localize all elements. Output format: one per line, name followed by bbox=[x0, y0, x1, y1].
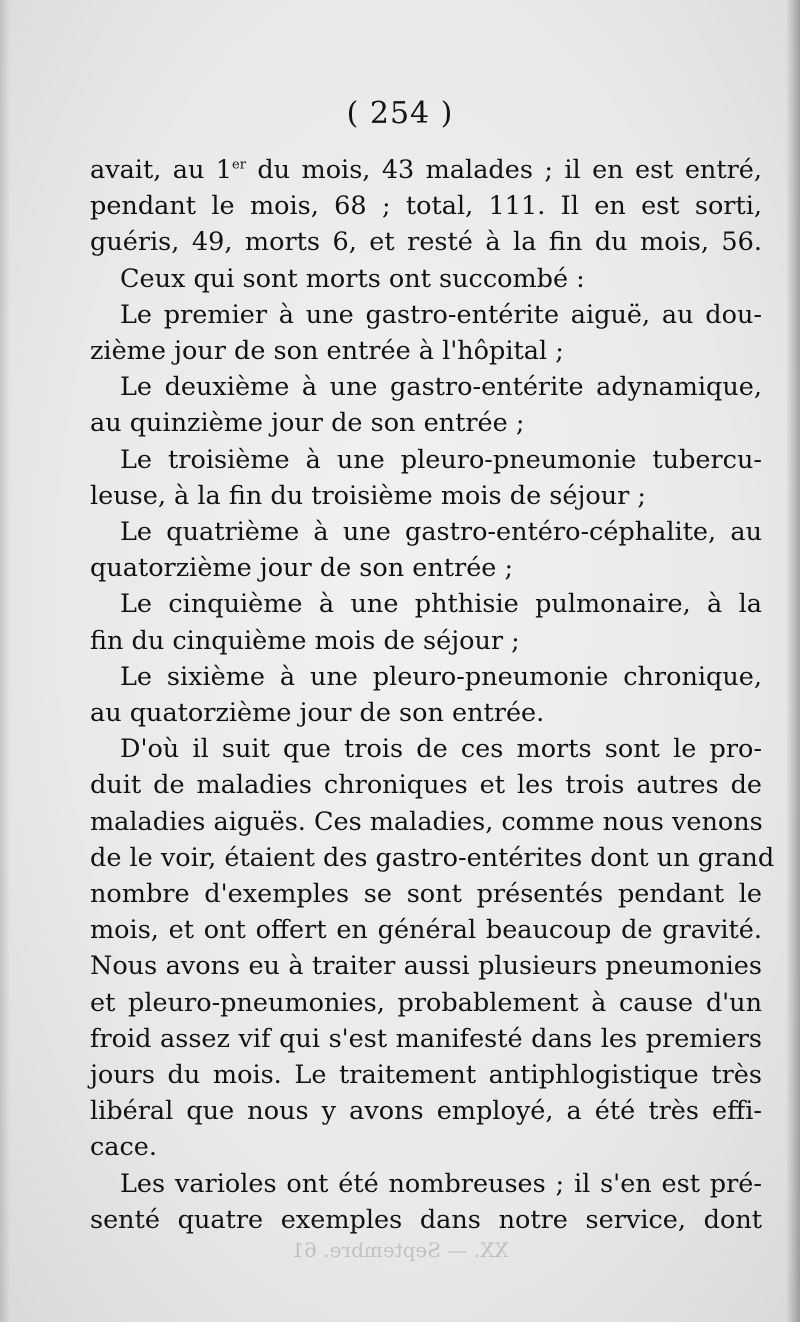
text-line: au quatorzième jour de son entrée. bbox=[90, 698, 545, 729]
text-line: D'où il suit que trois de ces morts sont le pro- bbox=[120, 734, 762, 765]
text-line: nombre d'exemples se sont présentés pendant le bbox=[90, 879, 762, 910]
text-line: Le premier à une gastro-entérite aiguë, au dou- bbox=[120, 299, 762, 330]
text-line: cace. bbox=[90, 1132, 157, 1163]
text-line: de le voir, étaient des gastro-entérites dont un grand bbox=[90, 842, 775, 873]
text-line: libéral que nous y avons employé, a été très effi- bbox=[90, 1096, 762, 1127]
text-line: maladies aiguës. Ces maladies, comme nous venons bbox=[90, 806, 763, 837]
superscript: er bbox=[232, 157, 246, 173]
bleed-through-text: XX. — Septembre. 61 bbox=[291, 1238, 509, 1262]
text-line: au quinzième jour de son entrée ; bbox=[90, 408, 525, 439]
text-line: et pleuro-pneumonies, probablement à cause d'un bbox=[90, 987, 762, 1018]
text-line: Le cinquième à une phthisie pulmonaire, à la bbox=[120, 589, 762, 620]
text-line: leuse, à la fin du troisième mois de séjour ; bbox=[90, 480, 647, 511]
text-line: zième jour de son entrée à l'hôpital ; bbox=[90, 336, 564, 367]
text-line: fin du cinquième mois de séjour ; bbox=[90, 625, 520, 656]
text-line: avait, au 1er du mois, 43 malades ; il en est entré, bbox=[90, 155, 762, 185]
text-line: duit de maladies chroniques et les trois autres de bbox=[90, 770, 762, 801]
text-line: Ceux qui sont morts ont succombé : bbox=[120, 263, 585, 294]
text-line: Le sixième à une pleuro-pneumonie chronique, bbox=[120, 661, 762, 692]
text-line: Le deuxième à une gastro-entérite adynamique, bbox=[120, 372, 762, 403]
text-line: Les varioles ont été nombreuses ; il s'en est pré- bbox=[120, 1168, 762, 1199]
text-line: quatorzième jour de son entrée ; bbox=[90, 553, 514, 584]
text-line: Le troisième à une pleuro-pneumonie tubercu- bbox=[120, 444, 762, 475]
text-line: guéris, 49, morts 6, et resté à la fin du mois, 56. bbox=[90, 227, 762, 258]
text-line: pendant le mois, 68 ; total, 111. Il en est sorti, bbox=[90, 191, 762, 222]
page-number: ( 254 ) bbox=[346, 96, 454, 131]
text-line: jours du mois. Le traitement antiphlogistique très bbox=[90, 1060, 762, 1091]
text-line: froid assez vif qui s'est manifesté dans les premiers bbox=[90, 1023, 762, 1054]
text-line: Le quatrième à une gastro-entéro-céphalite, au bbox=[120, 517, 762, 548]
text-line: Nous avons eu à traiter aussi plusieurs pneumonies bbox=[90, 951, 762, 982]
page-shadow-right bbox=[786, 0, 800, 1322]
text-line: senté quatre exemples dans notre service, dont bbox=[90, 1204, 762, 1235]
body-text bbox=[90, 152, 775, 1238]
text-line: mois, et ont offert en général beaucoup de gravité. bbox=[90, 915, 762, 946]
page-shadow-left bbox=[0, 0, 10, 1322]
